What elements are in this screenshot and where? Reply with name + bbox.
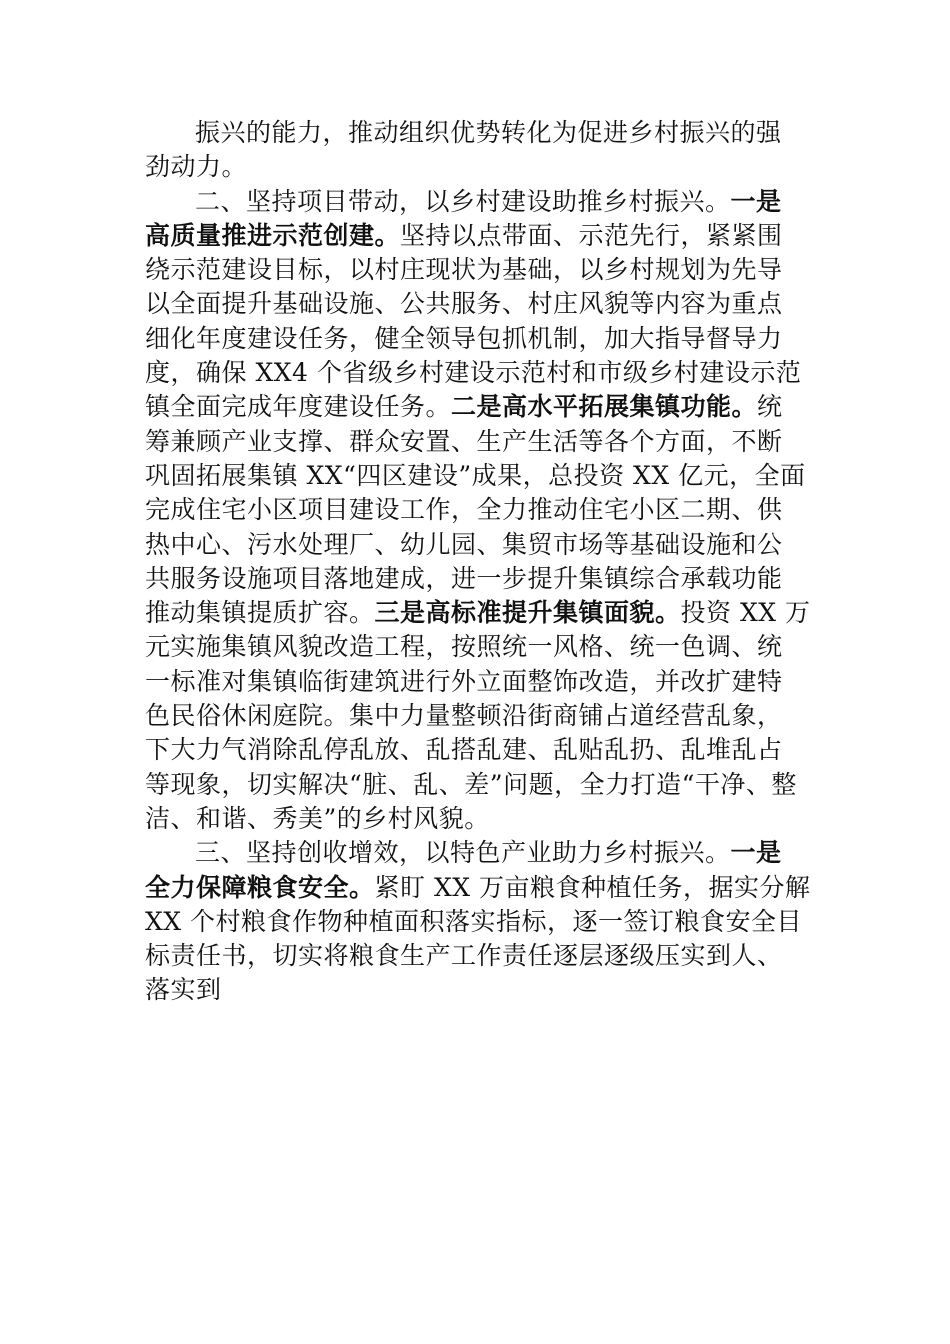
paragraph-line <box>145 287 805 321</box>
bold-text-segment: 全力保障粮食安全。 <box>145 872 375 902</box>
text-segment: 二、坚持项目带动，以乡村建设助推乡村振兴。 <box>195 186 731 216</box>
paragraph-line <box>145 733 805 767</box>
paragraph-line <box>145 253 805 287</box>
text-segment: 镇全面完成年度建设任务。 <box>145 392 452 422</box>
bold-text-segment: 三是高标准提升集镇面貌。 <box>374 598 681 628</box>
paragraph-line <box>145 528 805 562</box>
paragraph-line <box>145 973 805 1007</box>
text-segment: 紧盯 XX 万亩粮食种植任务，据实分解 <box>374 872 811 902</box>
paragraph-line <box>145 802 805 836</box>
text-segment: 细化年度建设任务，健全领导包抓机制，加大指导督导力 <box>145 323 783 353</box>
paragraph-line <box>145 459 805 493</box>
paragraph-line <box>145 425 805 459</box>
text-segment: 坚持以点带面、示范先行，紧紧围 <box>400 220 783 250</box>
paragraph-line <box>145 630 805 664</box>
bold-text-segment: 一是 <box>730 186 782 216</box>
paragraph-line <box>145 836 805 870</box>
paragraph-line <box>145 116 805 150</box>
text-segment: 筹兼顾产业支撑、群众安置、生产生活等各个方面，不断 <box>145 426 783 456</box>
text-segment: 巩固拓展集镇 XX“四区建设”成果，总投资 XX 亿元，全面 <box>145 460 806 490</box>
bold-text-segment: 一是 <box>730 838 782 868</box>
paragraph-line <box>145 665 805 699</box>
text-segment: 一标准对集镇临街建筑进行外立面整饰改造，并改扩建特 <box>145 666 783 696</box>
text-segment: 振兴的能力，推动组织优势转化为促进乡村振兴的强 <box>195 118 782 147</box>
paragraph-line <box>145 939 805 973</box>
text-segment: 推动集镇提质扩容。 <box>145 598 375 628</box>
text-segment: 洁、和谐、秀美”的乡村风貌。 <box>145 803 490 833</box>
text-segment: 下大力气消除乱停乱放、乱搭乱建、乱贴乱扔、乱堆乱占 <box>145 735 783 765</box>
text-segment: 劲动力。 <box>145 152 248 182</box>
text-segment: 色民俗休闲庭院。集中力量整顿沿街商铺占道经营乱象， <box>145 701 783 731</box>
text-segment: 度，确保 XX4 个省级乡村建设示范村和市级乡村建设示范 <box>145 358 802 388</box>
text-segment: 元实施集镇风貌改造工程，按照统一风格、统一色调、统 <box>145 632 783 662</box>
text-segment: 统 <box>757 392 783 422</box>
text-segment: 三、坚持创收增效，以特色产业助力乡村振兴。 <box>195 838 731 868</box>
paragraph-line <box>145 356 805 390</box>
paragraph-line <box>145 905 805 939</box>
text-segment: 完成住宅小区项目建设工作，全力推动住宅小区二期、供 <box>145 495 783 525</box>
text-segment: 以全面提升基础设施、公共服务、村庄风貌等内容为重点 <box>145 289 783 319</box>
paragraph-line <box>145 871 811 905</box>
text-segment: XX 个村粮食作物种植面积落实指标，逐一签订粮食安全目 <box>145 906 803 936</box>
bold-text-segment: 二是高水平拓展集镇功能。 <box>451 392 758 422</box>
paragraph-line <box>145 562 805 596</box>
paragraph-line <box>145 322 805 356</box>
text-segment: 等现象，切实解决“脏、乱、差”问题，全力打造“干净、整 <box>145 769 797 799</box>
bold-text-segment: 高质量推进示范创建。 <box>145 220 401 250</box>
paragraph-line <box>145 219 805 253</box>
paragraph-line <box>145 150 805 184</box>
paragraph-line <box>145 390 805 424</box>
paragraph-line <box>145 493 805 527</box>
body-text <box>145 116 811 1008</box>
text-segment: 热中心、污水处理厂、幼儿园、集贸市场等基础设施和公 <box>145 529 783 559</box>
text-segment: 投资 XX 万 <box>680 598 811 628</box>
text-segment: 共服务设施项目落地建成，进一步提升集镇综合承载功能 <box>145 563 783 593</box>
paragraph-line <box>145 596 811 630</box>
text-segment: 绕示范建设目标，以村庄现状为基础，以乡村规划为先导 <box>145 255 783 285</box>
text-segment: 落实到 <box>145 975 222 1005</box>
text-segment: 标责任书，切实将粮食生产工作责任逐层逐级压实到人、 <box>145 941 783 971</box>
paragraph-line <box>145 768 805 802</box>
paragraph-line <box>145 185 805 219</box>
paragraph-line <box>145 699 805 733</box>
